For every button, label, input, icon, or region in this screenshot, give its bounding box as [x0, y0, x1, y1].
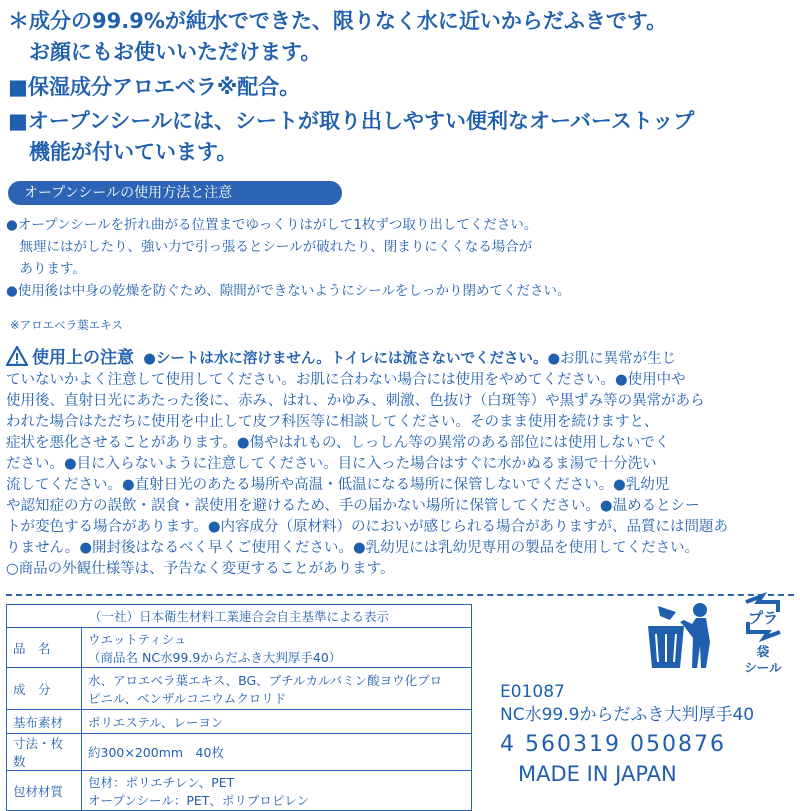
spec-value-line: 包材：ポリエチレン、PET: [88, 774, 235, 790]
caution-line: トが変色する場合があります。●内容成分（原材料）のにおいが感じられる場合がありますが、品質には問題あ: [6, 519, 728, 535]
aloe-footnote: ※アロエベラ葉エキス: [10, 318, 123, 332]
feature-line-4: ■オープンシールには、シートが取り出しやすい便利なオーバーストップ: [8, 109, 695, 133]
tidyman-icon: [640, 602, 720, 670]
product-code: E01087: [500, 682, 565, 702]
product-name: NC水99.9からだふき大判厚手40: [500, 705, 755, 725]
caution-heading: [6, 348, 134, 368]
spec-label-material: 基布素材: [7, 710, 82, 734]
toilet-warning: ●シートは水に溶けません。トイレには流さないでください。: [143, 351, 548, 367]
caution-line: ○商品の外観仕様等は、予告なく変更することがあります。: [6, 561, 395, 577]
caution-line: や認知症の方の誤飲・誤食・誤使用を避けるため、手の届かない場所に保管してください。●温めるとシー: [6, 498, 700, 514]
usage-line: ●オープンシールを折れ曲がる位置までゆっくりはがして1枚ずつ取り出してください。: [6, 217, 538, 233]
caution-line: りません。●開封後はなるべく早くご使用ください。●乳幼児には乳幼児専用の製品を使用してください。: [6, 540, 700, 556]
spec-value-line: ピニル、ベンザルコニウムクロリド: [88, 690, 287, 706]
barcode-number: 4 560319 050876: [500, 732, 726, 757]
spec-label-ingredients: 成 分: [7, 668, 82, 710]
usage-line: 無理にはがしたり、強い力で引っ張るとシールが破れたり、閉まりにくくなる場合が: [6, 239, 533, 255]
usage-title-banner: オープンシールの使用方法と注意: [8, 181, 342, 205]
spec-table: [6, 604, 472, 811]
caution-line: 使用後、直射日光にあたった後に、赤み、はれ、かゆみ、刺激、色抜け（白斑等）や黒ずみ等の異常があら: [6, 393, 705, 409]
spec-value-line: ウエットティシュ: [88, 631, 187, 647]
usage-instructions: [6, 214, 786, 302]
caution-line: 症状を悪化させることがあります。●傷やはれもの、しっしん等の異常のある部位には使用しないでく: [6, 435, 670, 451]
feature-line-1: ＊成分の99.9%が純水でできた、限りなく水に近いからだふきです。: [8, 9, 668, 33]
spec-value-ingredients: [82, 668, 472, 710]
spec-value-line: 水、アロエベラ葉エキス、BG、ブチルカルバミン酸ヨウ化プロ: [88, 672, 443, 688]
spec-value-line: オープンシール：PET、ポリプロピレン: [88, 792, 310, 808]
recycle-label-bag: 袋: [756, 644, 770, 659]
spec-label-name: 品 名: [7, 628, 82, 668]
spec-value-line: （商品名 NC水99.9からだふき大判厚手40）: [88, 649, 342, 665]
caution-line: 流してください。●直射日光のあたる場所や高温・低温になる場所に保管しないでください。●乳幼児: [6, 477, 670, 493]
caution-line: ていないかよく注意して使用してください。お肌に合わない場合には使用をやめてください。●使用中や: [6, 372, 686, 388]
caution-first-line: [6, 346, 796, 370]
warning-icon: [6, 346, 28, 366]
spec-label-size: 寸法・枚数: [7, 734, 82, 771]
caution-section: [6, 346, 796, 580]
spec-value-name: [82, 628, 472, 668]
made-in-label: MADE IN JAPAN: [518, 762, 677, 786]
caution-title: 使用上の注意: [32, 348, 134, 368]
feature-line-5: 機能が付いています。: [8, 140, 238, 164]
spec-label-packaging: 包材材質: [7, 771, 82, 811]
recycle-label-seal: シール: [744, 660, 782, 675]
usage-line: あります。: [6, 261, 86, 277]
caution-line: ださい。●目に入らないように注意してください。目に入った場合はすぐに水かぬるま湯で十分洗い: [6, 456, 657, 472]
feature-line-2: お顔にもお使いいただけます。: [8, 40, 322, 64]
spec-value-material: ポリエステル、レーヨン: [82, 710, 472, 734]
feature-line-3: ■保湿成分アロエベラ※配合。: [8, 75, 301, 99]
plastic-recycle-icon: [738, 592, 788, 642]
recycle-mark-text: プラ: [747, 609, 779, 627]
spec-value-packaging: [82, 771, 472, 811]
spec-table-header: （一社）日本衛生材料工業連合会自主基準による表示: [7, 605, 472, 628]
usage-line: ●使用後は中身の乾燥を防ぐため、隙間ができないようにシールをしっかり閉めてください。: [6, 283, 571, 299]
spec-value-size: 約300×200mm 40枚: [82, 734, 472, 771]
caution-line: われた場合はただちに使用を中止して皮フ科医等に相談してください。そのまま使用を続けますと、: [6, 414, 659, 430]
caution-text: ●お肌に異常が生じ: [547, 351, 677, 367]
divider: [6, 594, 794, 596]
